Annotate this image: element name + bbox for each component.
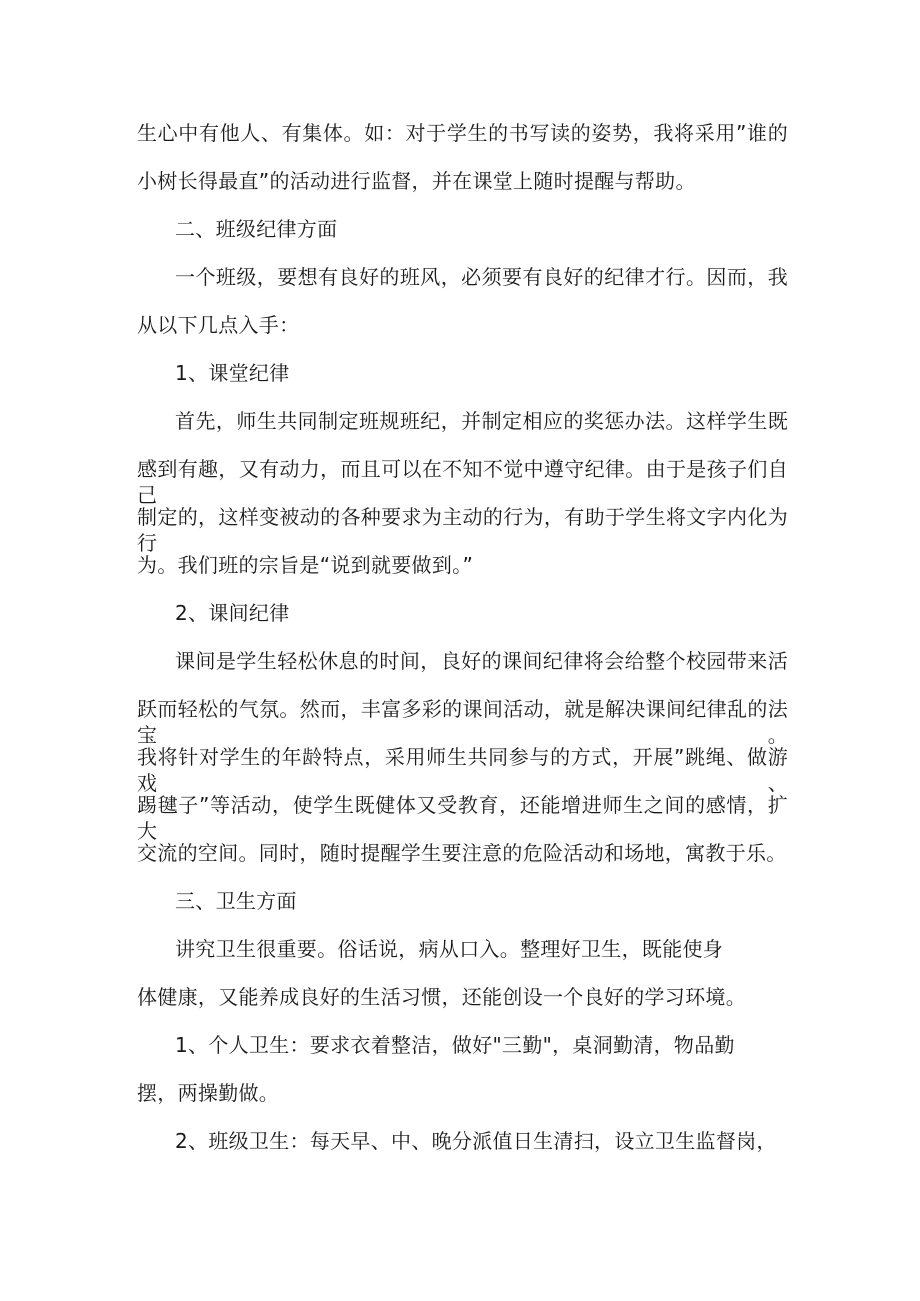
text-line: 踢毽子”等活动，使学生既健体又受教育，还能增进师生之间的感情，扩大 — [137, 793, 788, 843]
text-line: 我将针对学生的年龄特点，采用师生共同参与的方式，开展”跳绳、做游戏、 — [137, 745, 788, 795]
text-line: 课间是学生轻松休息的时间，良好的课间纪律将会给整个校园带来活 — [175, 649, 788, 673]
text-line: 从以下几点入手： — [137, 313, 300, 337]
text-line: 感到有趣，又有动力，而且可以在不知不觉中遵守纪律。由于是孩子们自己 — [137, 457, 788, 507]
text-line: 首先，师生共同制定班规班纪，并制定相应的奖惩办法。这样学生既 — [175, 409, 788, 433]
subsection-heading: 2、课间纪律 — [175, 601, 290, 625]
text-line: 跃而轻松的气氛。然而，丰富多彩的课间活动，就是解决课间纪律乱的法宝。 — [137, 697, 788, 747]
text-line: 体健康，又能养成良好的生活习惯，还能创设一个良好的学习环境。 — [137, 985, 746, 1009]
text-line: 1、个人卫生：要求衣着整洁，做好"三勤"，桌洞勤清，物品勤 — [175, 1033, 735, 1057]
text-line: 为。我们班的宗旨是“说到就要做到。” — [137, 553, 474, 577]
text-line: 摆，两操勤做。 — [137, 1081, 280, 1105]
text-line: 小树长得最直”的活动进行监督，并在课堂上随时提醒与帮助。 — [137, 169, 696, 193]
subsection-heading: 1、课堂纪律 — [175, 361, 290, 385]
text-line: 2、班级卫生：每天早、中、晚分派值日生清扫，设立卫生监督岗， — [175, 1129, 777, 1153]
text-line: 交流的空间。同时，随时提醒学生要注意的危险活动和场地，寓教于乐。 — [137, 841, 787, 865]
section-heading: 三、卫生方面 — [175, 889, 297, 913]
text-line: 生心中有他人、有集体。如：对于学生的书写读的姿势，我将采用”谁的 — [137, 121, 788, 145]
section-heading: 二、班级纪律方面 — [175, 217, 338, 241]
text-line: 讲究卫生很重要。俗话说，病从口入。整理好卫生，既能使身 — [175, 937, 724, 961]
text-line: 制定的，这样变被动的各种要求为主动的行为，有助于学生将文字内化为行 — [137, 505, 788, 555]
text-line: 一个班级，要想有良好的班风，必须要有良好的纪律才行。因而，我 — [175, 265, 788, 289]
